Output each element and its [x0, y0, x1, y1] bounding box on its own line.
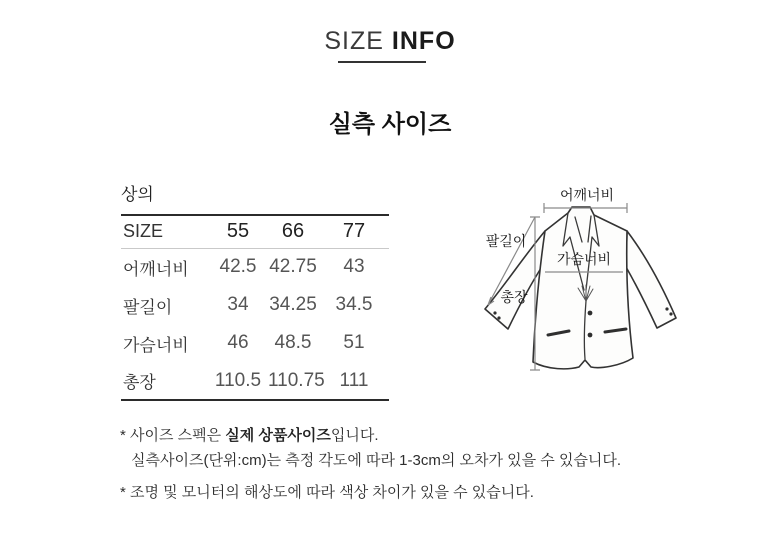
note-size-spec: [120, 426, 680, 445]
cell-value: 34: [227, 294, 249, 315]
cell-value: 48.5: [274, 332, 312, 353]
header-cell-77: 77: [342, 220, 366, 243]
cell-value: 34.25: [269, 294, 317, 315]
shoulder-width-label: 어깨너비: [559, 187, 615, 203]
cell-value: 42.75: [269, 256, 317, 278]
row-label: 총장: [123, 373, 156, 392]
note-measure-tolerance: 실측사이즈(단위:cm)는 측정 각도에 따라 1-3cm의 오차가 있을 수 있습니다.: [131, 452, 622, 469]
sleeve-length-label: 팔길이: [485, 233, 527, 249]
chest-width-label: 가슴너비: [556, 251, 612, 267]
section-title: 실측 사이즈: [328, 111, 452, 138]
header-cell-size: SIZE: [123, 221, 164, 242]
header-cell-55: 55: [226, 220, 250, 243]
table-row-chest: [121, 324, 389, 362]
row-label: 가슴너비: [123, 335, 189, 355]
table-row-shoulder: [121, 248, 389, 286]
jacket-measurement-diagram: [460, 160, 780, 440]
total-length-label: 총장: [500, 289, 528, 305]
cell-value: 43: [343, 256, 365, 278]
row-label: 어깨너비: [123, 259, 189, 279]
page-title-info: INFO: [391, 27, 456, 55]
category-label: 상의: [121, 185, 154, 204]
page-header: [0, 27, 780, 56]
cell-value: 110.75: [268, 369, 325, 391]
page-title-size: SIZE: [324, 27, 384, 55]
note-color-difference: * 조명 및 모니터의 해상도에 따라 색상 차이가 있을 수 있습니다.: [120, 484, 534, 501]
table-row-length: [121, 362, 389, 400]
row-label: 팔길이: [123, 297, 173, 317]
jacket-illustration: [460, 160, 780, 440]
cell-value: 110.5: [214, 369, 262, 391]
table-header-row: [121, 215, 389, 248]
note-text: * 사이즈 스펙은: [120, 427, 226, 444]
size-table-block: [121, 180, 389, 401]
note-text-bold: 실제 상품사이즈: [225, 427, 331, 444]
note-text: 입니다.: [330, 427, 379, 444]
cell-value: 46: [227, 332, 249, 353]
cell-value: 111: [339, 369, 369, 391]
table-row-sleeve: [121, 286, 389, 324]
header-cell-66: 66: [281, 220, 305, 243]
size-table: [121, 214, 389, 401]
footer-notes: [120, 426, 680, 502]
cell-value: 42.5: [219, 256, 257, 278]
cell-value: 34.5: [335, 294, 373, 315]
title-underline: [338, 61, 426, 63]
cell-value: 51: [343, 332, 365, 353]
